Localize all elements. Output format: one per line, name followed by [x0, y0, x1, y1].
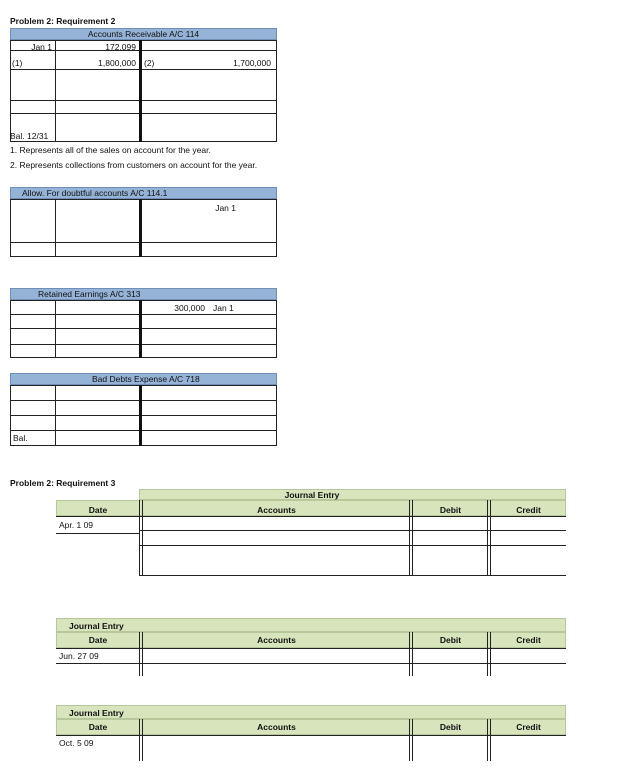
re-credit-label: Jan 1 — [213, 303, 234, 313]
bde-t-divider — [139, 385, 142, 446]
je1-date: Apr. 1 09 — [59, 520, 94, 530]
re-credit-value: 300,000 — [174, 303, 205, 313]
allow-t-divider — [139, 199, 142, 257]
ar-row1-debit: 172,099 — [105, 42, 136, 52]
je1-title: Journal Entry — [284, 490, 340, 500]
je3-debit-header: Debit — [439, 722, 462, 732]
ar-row1-label: Jan 1 — [31, 42, 52, 52]
allow-header: Allow. For doubtful accounts A/C 114.1 — [22, 188, 168, 198]
allow-credit-label: Jan 1 — [215, 203, 236, 213]
je1-debit-header: Debit — [439, 505, 462, 515]
bde-bal-label: Bal. — [13, 433, 28, 443]
je1-accounts-header: Accounts — [257, 505, 296, 515]
re-header: Retained Earnings A/C 313 — [38, 289, 141, 299]
ar-row2-credit: 1,700,000 — [233, 58, 271, 68]
ar-row2-credit-label: (2) — [144, 58, 155, 68]
je1-date-header: Date — [88, 505, 108, 515]
je2-date-header: Date — [88, 635, 108, 645]
ar-t-divider — [139, 40, 142, 142]
je3-date: Oct. 5 09 — [59, 738, 94, 748]
ar-header: Accounts Receivable A/C 114 — [87, 29, 200, 39]
je3-accounts-header: Accounts — [257, 722, 296, 732]
je1-credit-header: Credit — [516, 505, 541, 515]
req2-title: Problem 2: Requirement 2 — [10, 16, 116, 26]
ar-frame — [10, 40, 277, 142]
bde-header: Bad Debts Expense A/C 718 — [92, 374, 200, 384]
ar-bal-label: Bal. 12/31 — [10, 131, 49, 141]
ar-row2-debit: 1,800,000 — [98, 58, 136, 68]
je3-date-header: Date — [88, 722, 108, 732]
je2-accounts-header: Accounts — [257, 635, 296, 645]
je3-credit-header: Credit — [516, 722, 541, 732]
je2-title: Journal Entry — [69, 621, 124, 631]
je2-debit-header: Debit — [439, 635, 462, 645]
re-t-divider — [139, 300, 142, 358]
note-1: 1. Represents all of the sales on account for the year. — [10, 145, 211, 155]
je3-title: Journal Entry — [69, 708, 124, 718]
ar-row2-label: (1) — [12, 58, 23, 68]
req3-title: Problem 2: Requirement 3 — [10, 478, 116, 488]
note-2: 2. Represents collections from customers on account for the year. — [10, 160, 258, 170]
je2-credit-header: Credit — [516, 635, 541, 645]
je2-date: Jun. 27 09 — [59, 651, 99, 661]
